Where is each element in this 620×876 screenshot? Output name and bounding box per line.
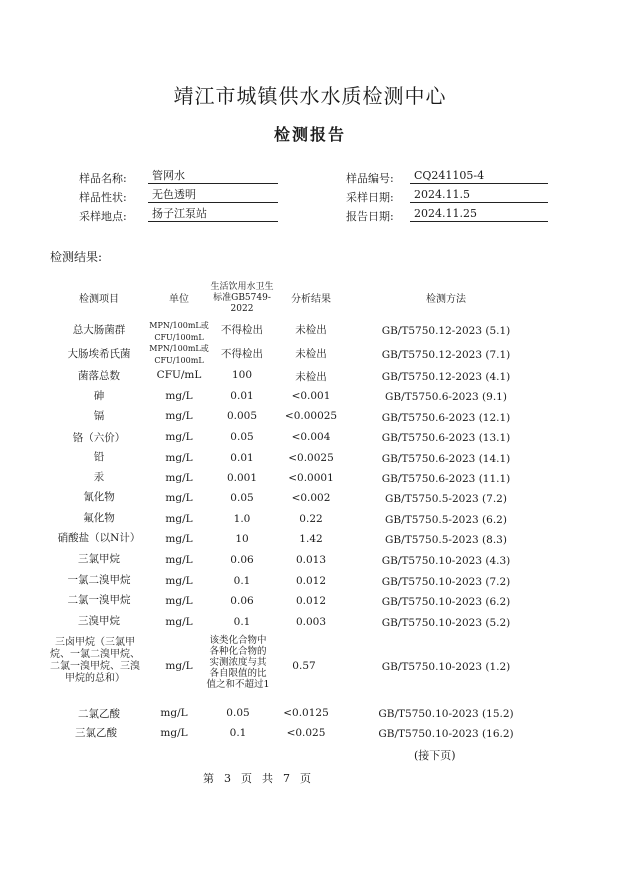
page-title: 靖江市城镇供水水质检测中心 xyxy=(173,84,447,108)
pager-di: 第 xyxy=(203,772,214,785)
row-unit: mg/L xyxy=(165,595,193,607)
row-method: GB/T5750.10-2023 (5.2) xyxy=(381,617,511,629)
row-item: 铅 xyxy=(93,451,105,463)
pager-current: 3 xyxy=(224,772,231,785)
row-item: 三溴甲烷 xyxy=(78,615,120,627)
row-limit: 0.001 xyxy=(226,472,258,484)
row-item: 铬（六价） xyxy=(72,432,126,444)
row-method: GB/T5750.6-2023 (9.1) xyxy=(385,391,507,403)
row-method: GB/T5750.12-2023 (7.1) xyxy=(381,349,511,361)
row-result: 未检出 xyxy=(295,371,327,383)
header-result: 分析结果 xyxy=(291,294,331,305)
row-unit: mg/L xyxy=(165,452,193,464)
page-number xyxy=(203,770,321,786)
row-method: GB/T5750.10-2023 (16.2) xyxy=(378,728,514,740)
row-unit: CFU/mL xyxy=(156,369,202,381)
row-method: GB/T5750.10-2023 (7.2) xyxy=(381,576,511,588)
row-result: <0.00025 xyxy=(284,410,338,422)
row-unit: mg/L xyxy=(165,660,193,672)
row-result: <0.0025 xyxy=(288,452,334,464)
results-label: 检测结果: xyxy=(50,250,103,264)
row-limit: 0.05 xyxy=(230,431,254,443)
row-unit: mg/L xyxy=(165,554,193,566)
report-date-value: 2024.11.25 xyxy=(410,206,548,222)
row-method: GB/T5750.6-2023 (14.1) xyxy=(381,453,511,465)
row-result: 0.57 xyxy=(292,660,316,672)
row-item: 菌落总数 xyxy=(78,370,120,382)
report-date-label: 报告日期: xyxy=(346,210,394,223)
row-unit: mg/L xyxy=(165,492,193,504)
row-unit: MPN/100mL或CFU/100mL xyxy=(149,321,209,342)
row-limit: 100 xyxy=(231,369,253,381)
row-method: GB/T5750.10-2023 (1.2) xyxy=(381,661,511,673)
row-unit: mg/L xyxy=(165,472,193,484)
report-subtitle: 检测报告 xyxy=(273,125,346,144)
row-unit: mg/L xyxy=(165,513,193,525)
row-result: 1.42 xyxy=(299,533,323,545)
row-unit: mg/L xyxy=(165,410,193,422)
row-result: 0.012 xyxy=(295,575,327,587)
row-method: GB/T5750.10-2023 (6.2) xyxy=(381,596,511,608)
row-unit: mg/L xyxy=(165,575,193,587)
row-unit: mg/L xyxy=(165,533,193,545)
pager-total: 7 xyxy=(283,772,290,785)
row-item: 镉 xyxy=(93,410,105,422)
row-item: 氟化物 xyxy=(83,512,115,524)
row-unit: mg/L xyxy=(160,727,188,739)
row-method: GB/T5750.6-2023 (12.1) xyxy=(381,412,511,424)
row-limit: 0.06 xyxy=(230,595,254,607)
row-unit: mg/L xyxy=(160,707,188,719)
row-unit: mg/L xyxy=(165,431,193,443)
row-limit: 1.0 xyxy=(233,513,251,525)
sample-state-label: 样品性状: xyxy=(79,191,127,204)
sample-date-label: 采样日期: xyxy=(346,191,394,204)
row-item: 二氯一溴甲烷 xyxy=(67,594,131,606)
sample-name-label: 样品名称: xyxy=(79,172,127,185)
row-item: 二氯乙酸 xyxy=(78,708,120,720)
row-result: <0.0125 xyxy=(283,707,329,719)
row-item: 砷 xyxy=(93,390,105,402)
sample-state-value: 无色透明 xyxy=(148,187,278,203)
row-result: 0.22 xyxy=(299,513,323,525)
row-item: 氰化物 xyxy=(83,491,115,503)
row-limit: 0.1 xyxy=(229,727,247,739)
row-limit: 该类化合物中各种化合物的实测浓度与其各自限值的比值之和不超过1 xyxy=(206,635,270,690)
continued-note: (接下页) xyxy=(414,749,456,762)
header-standard: 生活饮用水卫生标准GB5749-2022 xyxy=(210,282,274,314)
pager-ye2: 页 xyxy=(300,772,311,785)
row-method: GB/T5750.5-2023 (6.2) xyxy=(385,514,507,526)
row-unit: mg/L xyxy=(165,390,193,402)
row-item: 一氯二溴甲烷 xyxy=(67,574,131,586)
row-item: 大肠埃希氏菌 xyxy=(67,348,131,360)
pager-gong: 共 xyxy=(262,772,273,785)
row-result: 0.012 xyxy=(295,595,327,607)
row-unit: mg/L xyxy=(165,616,193,628)
row-result: <0.0001 xyxy=(288,472,334,484)
row-limit: 不得检出 xyxy=(221,324,263,336)
row-method: GB/T5750.5-2023 (8.3) xyxy=(385,534,507,546)
row-result: <0.025 xyxy=(286,727,326,739)
row-result: <0.004 xyxy=(291,431,331,443)
row-method: GB/T5750.10-2023 (15.2) xyxy=(378,708,514,720)
row-limit: 不得检出 xyxy=(221,348,263,360)
row-method: GB/T5750.10-2023 (4.3) xyxy=(381,555,511,567)
header-method: 检测方法 xyxy=(426,294,466,305)
sample-site-label: 采样地点: xyxy=(79,210,127,223)
row-limit: 0.01 xyxy=(230,390,254,402)
sample-no-value: CQ241105-4 xyxy=(410,168,548,184)
row-limit: 0.05 xyxy=(230,492,254,504)
row-item: 总大肠菌群 xyxy=(72,324,126,336)
row-limit: 10 xyxy=(235,533,249,545)
row-item: 三氯甲烷 xyxy=(78,553,120,565)
sample-site-value: 扬子江泵站 xyxy=(148,206,278,222)
row-method: GB/T5750.6-2023 (13.1) xyxy=(381,432,511,444)
row-result: 未检出 xyxy=(295,348,327,360)
row-limit: 0.06 xyxy=(230,554,254,566)
sample-no-label: 样品编号: xyxy=(346,172,394,185)
pager-ye: 页 xyxy=(241,772,252,785)
row-method: GB/T5750.12-2023 (5.1) xyxy=(381,325,511,337)
row-limit: 0.1 xyxy=(233,575,251,587)
row-limit: 0.01 xyxy=(230,452,254,464)
row-item: 三卤甲烷（三氯甲烷、一氯二溴甲烷、二氯一溴甲烷、三溴甲烷的总和） xyxy=(50,637,140,684)
row-limit: 0.1 xyxy=(233,616,251,628)
row-method: GB/T5750.6-2023 (11.1) xyxy=(381,473,511,485)
row-method: GB/T5750.12-2023 (4.1) xyxy=(381,371,511,383)
row-unit: MPN/100mL或CFU/100mL xyxy=(149,344,209,365)
row-item: 硝酸盐（以N计） xyxy=(57,532,141,544)
header-unit: 单位 xyxy=(169,294,189,305)
row-result: 0.003 xyxy=(295,616,327,628)
row-result: 0.013 xyxy=(295,554,327,566)
sample-name-value: 管网水 xyxy=(148,168,278,184)
header-item: 检测项目 xyxy=(79,294,119,305)
row-limit: 0.05 xyxy=(226,707,250,719)
row-method: GB/T5750.5-2023 (7.2) xyxy=(385,493,507,505)
row-limit: 0.005 xyxy=(226,410,258,422)
row-item: 汞 xyxy=(93,471,105,483)
row-item: 三氯乙酸 xyxy=(75,727,117,739)
row-result: <0.001 xyxy=(291,390,331,402)
row-result: <0.002 xyxy=(291,492,331,504)
sample-date-value: 2024.11.5 xyxy=(410,187,548,203)
row-result: 未检出 xyxy=(295,324,327,336)
